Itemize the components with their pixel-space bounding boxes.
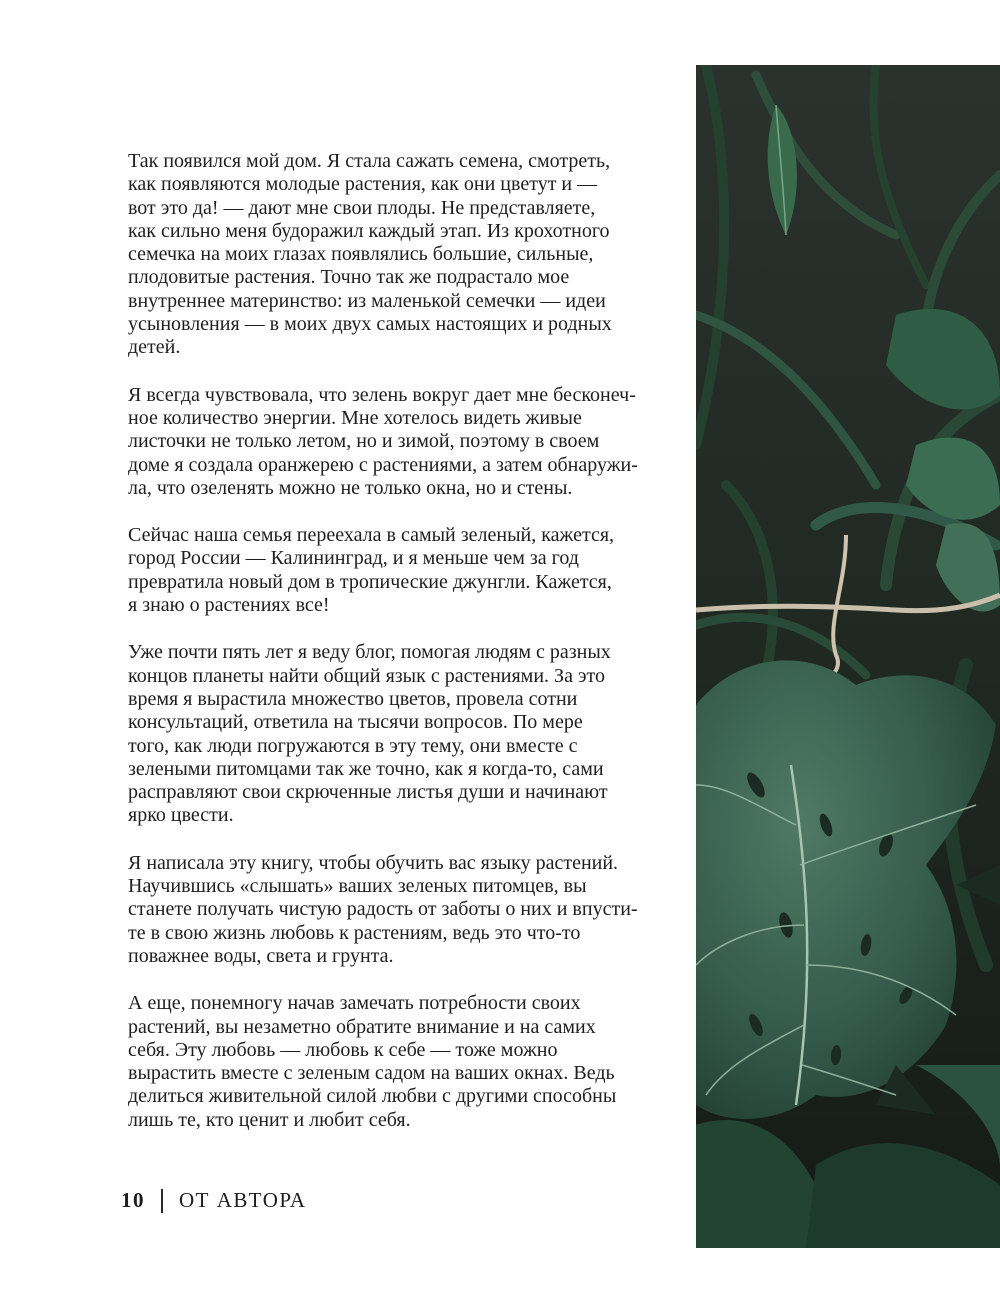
section-title: ОТ АВТОРА (179, 1188, 307, 1212)
paragraph-2: Я всегда чувствовала, что зелень вокруг дает мне бесконеч- ное количество энергии. Мне хотелось видеть живые листочки не только летом, но и зимой, поэтому в своем доме я создала оранжерею с растениями, а затем обнаружи- ла, что озеленять можно не только окна, но и стены. (128, 383, 638, 499)
paragraph-4: Уже почти пять лет я веду блог, помогая людям с разных концов планеты найти общий язык с растениями. За это время я вырастила множество цветов, провела сотни консультаций, ответила на тысячи вопросов. По мере того, как люди погружаются в эту тему, они вместе с зелеными питомцами так же точно, как я когда-то, сами расправляют свои скрюченные листья души и начинают ярко цвести. (128, 641, 611, 827)
plant-photo (696, 65, 1000, 1248)
plant-illustration (696, 65, 1000, 1248)
page-footer (121, 1188, 307, 1213)
paragraph-3: Сейчас наша семья переехала в самый зеленый, кажется, город России — Калининград, и я меньше чем за год превратила новый дом в тропические джунгли. Кажется, я знаю о растениях все! (128, 524, 615, 617)
page-number: 10 (121, 1188, 145, 1212)
paragraph-5: Я написала эту книгу, чтобы обучить вас языку растений. Научившись «слышать» ваших зеленых питомцев, вы станете получать чистую радость от заботы о них и впусти- те в свою жизнь любовь к растениям, ведь это что-то поважнее воды, света и грунта. (128, 851, 638, 967)
paragraph-6: А еще, понемногу начав замечать потребности своих растений, вы незаметно обратите внимание и на самих себя. Эту любовь — любовь к себе — тоже можно вырастить вместе с зеленым садом на ваших окнах. Ведь делиться живительной силой любви с другими способны лишь те, кто ценит и любит себя. (128, 992, 617, 1131)
footer-divider (161, 1189, 163, 1213)
body-text (128, 150, 673, 1156)
paragraph-1: Так появился мой дом. Я стала сажать семена, смотреть, как появляются молодые растения, как они цветут и — вот это да! — дают мне свои плоды. Не представляете, как сильно меня будоражил каждый этап. Из крохотного семечка на моих глазах появлялись большие, сильные, плодовитые растения. Точно так же подрастало мое внутреннее материнство: из маленькой семечки — идеи усыновления — в моих двух самых настоящих и родных детей. (128, 150, 612, 359)
